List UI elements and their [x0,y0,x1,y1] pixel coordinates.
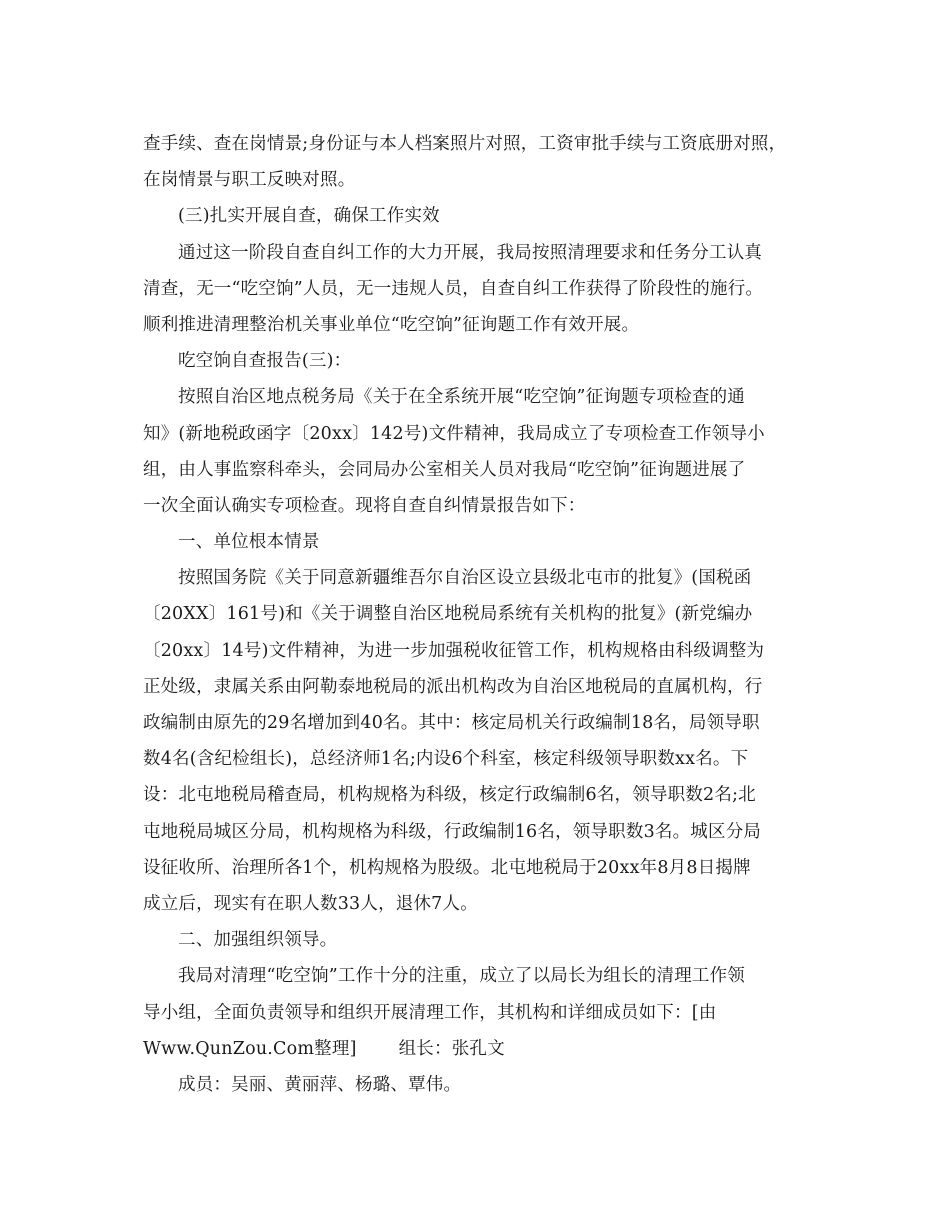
paragraph-line: 导小组，全面负责领导和组织开展清理工作，其机构和详细成员如下：[由 [143,1002,717,1023]
credit-line [143,1031,815,1067]
paragraph-line: 组，由人事监察科牵头，会同局办公室相关人员对我局“吃空饷”征询题进展了 [143,459,746,480]
paragraph-line: 设：北屯地税局稽查局，机构规格为科级，核定行政编制6名，领导职数2名;北 [143,785,756,806]
paragraph-line: 查手续、查在岗情景;身份证与本人档案照片对照，工资审批手续与工资底册对照， [143,134,787,154]
paragraph-line: 按照自治区地点税务局《关于在全系统开展“吃空饷”征询题专项检查的通 [178,387,745,408]
report-title: 吃空饷自查报告(三)： [178,351,352,372]
paragraph-line: 政编制由原先的29名增加到40名。其中：核定局机关行政编制18名，局领导职 [143,713,760,733]
paragraph-line: 正处级，隶属关系由阿勒泰地税局的派出机构改为自治区地税局的直属机构，行 [143,676,763,697]
paragraph-line: 在岗情景与职工反映对照。 [143,170,356,191]
paragraph-line: 一次全面认确实专项检查。现将自查自纠情景报告如下： [143,495,586,516]
document-body [143,126,815,1103]
paragraph-line: 通过这一阶段自查自纠工作的大力开展，我局按照清理要求和任务分工认真 [178,242,763,263]
members-line: 成员：吴丽、黄丽萍、杨璐、覃伟。 [178,1074,462,1095]
source-credit: Www.QunZou.Com整理] [143,1038,357,1059]
paragraph-line: 清查，无一“吃空饷”人员，无一违规人员，自查自纠工作获得了阶段性的施行。 [143,278,764,299]
paragraph-line: 知》(新地税政函字〔20xx〕142号)文件精神，我局成立了专项检查工作领导小 [143,423,765,444]
paragraph-line: 屯地税局城区分局，机构规格为科级，行政编制16名，领导职数3名。城区分局 [143,821,762,842]
paragraph-line: 按照国务院《关于同意新疆维吾尔自治区设立县级北屯市的批复》(国税函 [178,568,752,589]
paragraph-line: 成立后，现实有在职人数33人，退休7人。 [143,893,478,914]
section-heading: (三)扎实开展自查，确保工作实效 [178,206,440,227]
paragraph-line: 我局对清理“吃空饷”工作十分的注重，成立了以局长为组长的清理工作领 [178,966,745,987]
leader-name: 组长：张孔文 [398,1038,505,1059]
paragraph-line: 顺利推进清理整治机关事业单位“吃空饷”征询题工作有效开展。 [143,314,640,335]
paragraph-line: 〔20xx〕14号)文件精神，为进一步加强税收征管工作，机构规格由科级调整为 [143,640,765,661]
paragraph-line: 〔20XX〕161号)和《关于调整自治区地税局系统有关机构的批复》(新党编办 [143,604,753,625]
section-heading: 二、加强组织领导。 [178,930,338,951]
paragraph-line: 设征收所、治理所各1个，机构规格为股级。北屯地税局于20xx年8月8日揭牌 [143,857,751,878]
section-heading: 一、单位根本情景 [178,532,320,553]
paragraph-line: 数4名(含纪检组长)，总经济师1名;内设6个科室，核定科级领导职数xx名。下 [143,749,749,770]
